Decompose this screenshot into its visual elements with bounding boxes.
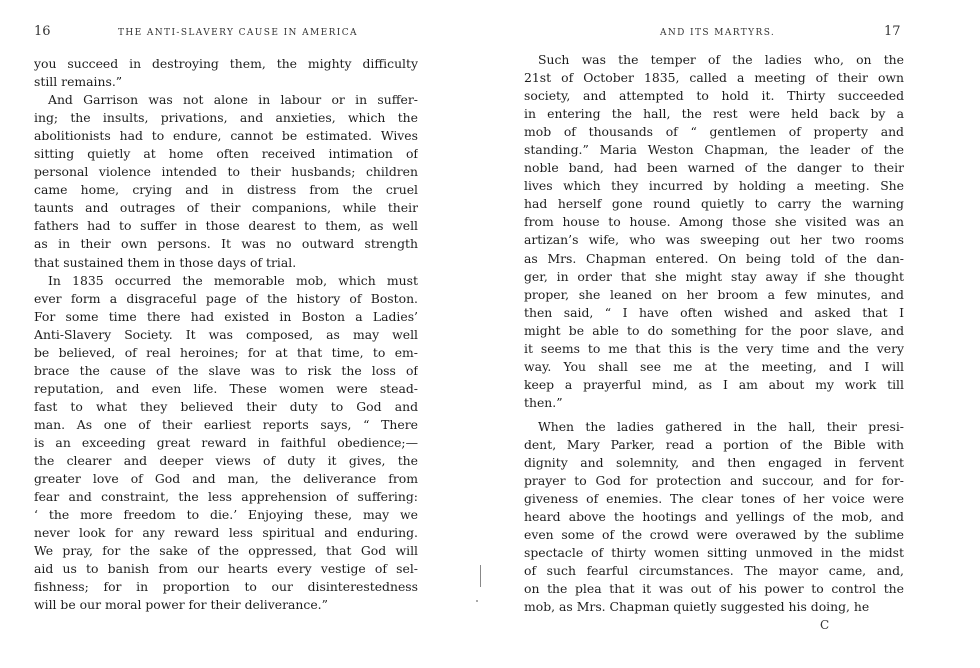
text-line: prayer to God for protection and succour, and for for-	[524, 473, 904, 489]
text-line: Such was the temper of the ladies who, on the	[538, 52, 904, 67]
right-page-number: 17	[884, 24, 901, 39]
text-line: of such fearful circumstances. The mayor came, and,	[524, 563, 904, 579]
text-line: in entering the hall, the rest were held back by a	[524, 106, 904, 122]
text-line: ger, in order that she might stay away if she thought	[524, 268, 904, 284]
text-line: mob, as Mrs. Chapman quietly suggested his doing, he	[524, 599, 870, 615]
left-page-number: 16	[34, 24, 51, 39]
text-line: brace the cause of the slave was to risk the loss of	[34, 362, 418, 378]
text-line: dent, Mary Parker, read a portion of the Bible with	[524, 436, 904, 452]
text-line: that sustained them in those days of trial.	[34, 254, 297, 270]
text-line: fast to what they believed their duty to God and	[34, 398, 418, 414]
text-line: lives which they incurred by holding a meeting. She	[524, 178, 904, 194]
text-line: standing.” Maria Weston Chapman, the leader of the	[524, 142, 904, 158]
text-line: never look for any reward less spiritual and enduring.	[34, 525, 418, 541]
text-line: spectacle of thirty women sitting unmoved in the midst	[524, 545, 904, 561]
text-line: even some of the crowd were overawed by the sublime	[524, 527, 904, 543]
text-line: proper, she leaned on her broom a few minutes, and	[524, 286, 904, 302]
text-line: came home, crying and in distress from the cruel	[34, 182, 418, 198]
text-line: is an exceeding great reward in faithful obedience;—	[34, 434, 418, 450]
paragraph	[524, 51, 904, 412]
text-line: fear and constraint, the less apprehension of suffering:	[34, 489, 418, 505]
text-line: reputation, and even life. These women were stead-	[34, 380, 418, 396]
text-line: We pray, for the sake of the oppressed, that God will	[34, 543, 418, 559]
text-line: ‘ the more freedom to die.’ Enjoying these, may we	[34, 507, 418, 523]
text-line: society, and attempted to hold it. Thirty succeeded	[524, 88, 904, 104]
paragraph	[34, 91, 418, 271]
text-line: way. You shall see me at the meeting, and I will	[524, 358, 904, 374]
text-line: from house to house. Among those she visited was an	[524, 214, 904, 230]
text-line: In 1835 occurred the memorable mob, which must	[48, 272, 418, 288]
paragraph	[524, 418, 904, 617]
text-line: will be our moral power for their deliverance.”	[34, 597, 328, 613]
left-page-body	[34, 55, 418, 614]
text-line: 21st of October 1835, called a meeting of their own	[524, 70, 904, 86]
text-line: dignity and solemnity, and then engaged in fervent	[524, 455, 904, 471]
text-line: giveness of enemies. The clear tones of her voice were	[524, 491, 904, 507]
text-line: you succeed in destroying them, the mighty difficulty	[34, 56, 418, 71]
signature-mark: C	[820, 618, 830, 632]
text-line: Anti-Slavery Society. It was composed, as may well	[34, 326, 418, 342]
paragraph	[34, 272, 418, 615]
text-line: still remains.”	[34, 74, 123, 90]
text-line: fathers had to suffer in those dearest to them, as well	[34, 218, 418, 234]
text-line: ever form a disgraceful page of the history of Boston.	[34, 290, 418, 306]
text-line: ing; the insults, privations, and anxieties, which the	[34, 110, 418, 126]
text-line: noble band, had been warned of the danger to their	[524, 160, 904, 176]
text-line: fishness; for in proportion to our disinterestedness	[34, 579, 418, 595]
text-line: mob of thousands of “ gentlemen of property and	[524, 124, 904, 140]
text-line: aid us to banish from our hearts every vestige of sel-	[34, 561, 418, 577]
text-line: man. As one of their earliest reports says, “ There	[34, 416, 418, 432]
gutter-dot	[476, 600, 478, 602]
right-page	[490, 0, 980, 668]
text-line: it seems to me that this is the very time and the very	[524, 340, 904, 356]
text-line: personal violence intended to their husbands; children	[34, 164, 418, 180]
right-running-head: AND ITS MARTYRS.	[660, 28, 776, 38]
left-running-head: THE ANTI-SLAVERY CAUSE IN AMERICA	[118, 28, 358, 38]
text-line: greater love of God and man, the deliverance from	[34, 471, 418, 487]
text-line: might be able to do something for the poor slave, and	[524, 322, 904, 338]
text-line: sitting quietly at home often received intimation of	[34, 146, 418, 162]
gutter-mark	[480, 565, 481, 587]
right-page-body	[524, 51, 904, 616]
text-line: then.”	[524, 394, 563, 410]
text-line: keep a prayerful mind, as I am about my work till	[524, 376, 904, 392]
text-line: abolitionists had to endure, cannot be estimated. Wives	[34, 128, 418, 144]
text-line: as in their own persons. It was no outward strength	[34, 236, 418, 252]
text-line: then said, “ I have often wished and asked that I	[524, 304, 904, 320]
text-line: had herself gone round quietly to carry the warning	[524, 196, 904, 212]
text-line: on the plea that it was out of his power to control the	[524, 581, 904, 597]
text-line: heard above the hootings and yellings of the mob, and	[524, 509, 904, 525]
paragraph	[34, 55, 418, 91]
text-line: taunts and outrages of their companions, while their	[34, 200, 418, 216]
text-line: And Garrison was not alone in labour or in suffer-	[48, 92, 418, 108]
text-line: For some time there had existed in Boston a Ladies’	[34, 308, 418, 324]
text-line: be believed, of real heroines; for at that time, to em-	[34, 344, 418, 360]
text-line: as Mrs. Chapman entered. On being told of the dan-	[524, 250, 904, 266]
text-line: When the ladies gathered in the hall, their presi-	[538, 418, 904, 434]
text-line: the clearer and deeper views of duty it gives, the	[34, 453, 418, 469]
text-line: artizan’s wife, who was sweeping out her two rooms	[524, 232, 904, 248]
